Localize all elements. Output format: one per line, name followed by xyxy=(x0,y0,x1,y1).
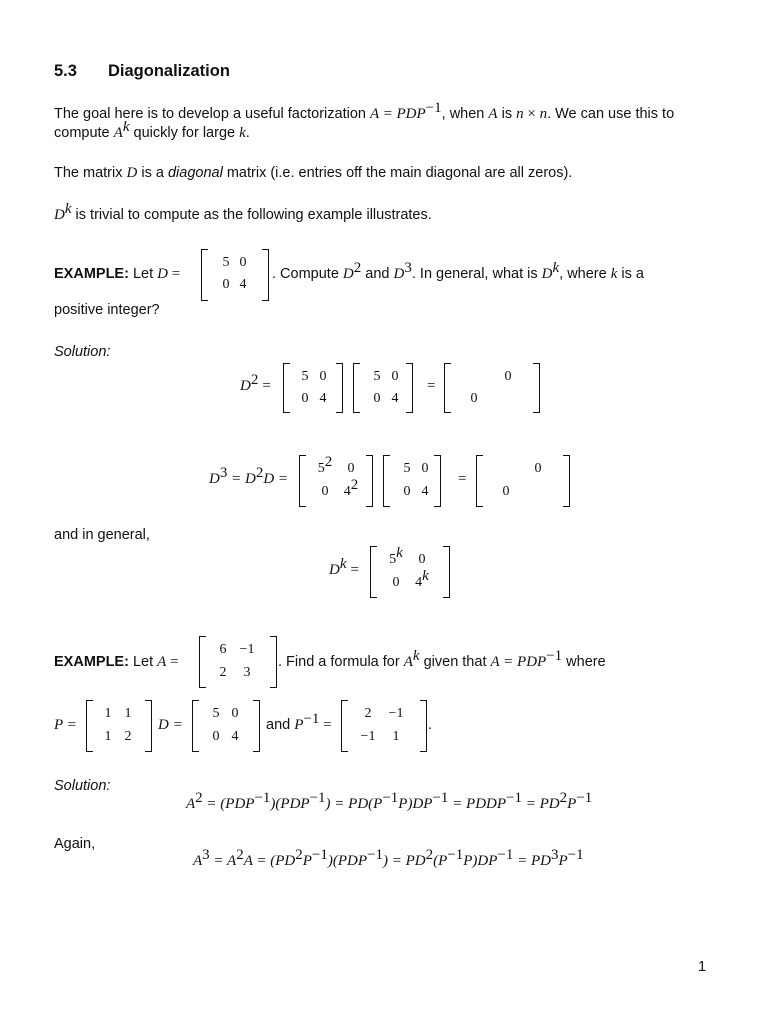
matrix-entry: 1 xyxy=(392,729,400,744)
math-sup: 2 xyxy=(350,477,359,493)
matrix-entry: 5 xyxy=(389,552,397,567)
text: The goal here is to develop a useful factorization xyxy=(54,106,370,122)
matrix-d3-factor-1 xyxy=(299,455,373,507)
matrix-entry: 1 xyxy=(124,706,132,721)
math-sup: 2 xyxy=(425,847,434,863)
math: A = (PD xyxy=(243,853,296,869)
math: = PDP xyxy=(378,106,426,122)
text: compute xyxy=(54,125,114,141)
math: = D xyxy=(227,471,256,487)
math: A xyxy=(490,654,500,670)
text: given that xyxy=(419,654,491,670)
math: A xyxy=(369,106,379,122)
text: is xyxy=(497,106,517,122)
math-sup: 2 xyxy=(236,847,244,863)
text: . Compute xyxy=(272,266,343,282)
section-title: Diagonalization xyxy=(108,62,230,80)
math: n xyxy=(539,106,548,122)
matrix-entry: 0 xyxy=(418,552,426,567)
math: = xyxy=(166,654,179,670)
text: is trivial to compute as the following example illustrates. xyxy=(71,207,432,223)
matrix-a xyxy=(199,636,277,688)
text: where xyxy=(562,654,606,670)
math: A xyxy=(193,853,203,869)
period: . xyxy=(428,717,433,733)
text: Let xyxy=(128,654,158,670)
matrix-entry: 0 xyxy=(392,575,400,590)
example-2-question xyxy=(278,648,606,671)
math-sup: k xyxy=(122,119,130,135)
math-sup: 3 xyxy=(219,465,228,481)
matrix-entry: 2 xyxy=(219,665,227,680)
matrix-d3-result xyxy=(476,455,570,507)
d-label: D = xyxy=(158,717,183,733)
matrix-entry: −1 xyxy=(360,729,376,744)
math-sup: −1 xyxy=(367,847,383,863)
math: = xyxy=(319,717,332,733)
math: D xyxy=(157,266,168,282)
text: . Find a formula for xyxy=(278,654,404,670)
matrix-entry: −1 xyxy=(388,706,404,721)
text: The matrix xyxy=(54,165,127,181)
matrix-d-example-2 xyxy=(192,700,260,752)
matrix-entry: 6 xyxy=(219,642,227,657)
example-2-lead xyxy=(54,654,179,671)
math-sup: −1 xyxy=(546,648,563,664)
example-label: EXAMPLE: xyxy=(54,654,129,670)
matrix-entry: 0 xyxy=(231,706,239,721)
math: D xyxy=(54,207,65,223)
math-sup: −1 xyxy=(311,847,328,863)
math: n xyxy=(516,106,524,122)
text: , when xyxy=(441,106,489,122)
p-label: P = xyxy=(54,717,77,733)
math-sup: −1 xyxy=(425,100,442,116)
matrix-entry: 5 xyxy=(212,706,220,721)
matrix-entry: 5 xyxy=(373,369,381,384)
math: × xyxy=(523,106,540,122)
math: P)DP xyxy=(463,853,498,869)
math: ) = PD(P xyxy=(325,796,383,812)
matrix-entry: 4 xyxy=(239,277,247,292)
solution-label-2: Solution: xyxy=(54,778,111,794)
text: Let xyxy=(128,266,158,282)
matrix-entry: 1 xyxy=(104,729,112,744)
matrix-entry: 5 xyxy=(317,461,325,476)
matrix-entry: 0 xyxy=(534,461,542,476)
math-sup: k xyxy=(552,260,560,276)
matrix-entry: 0 xyxy=(391,369,399,384)
math: = PDDP xyxy=(448,796,507,812)
math-sup: −1 xyxy=(567,847,584,863)
math-sup: −1 xyxy=(506,790,523,806)
eq-d2-lhs xyxy=(240,372,271,395)
eq-d2-equals: = xyxy=(427,378,436,394)
p-inverse-label xyxy=(266,711,332,734)
matrix-d xyxy=(201,249,269,301)
math: = xyxy=(262,378,271,394)
matrix-entry: 0 xyxy=(470,391,478,406)
math: D xyxy=(329,562,340,578)
math-sup: k xyxy=(339,556,347,572)
math: A xyxy=(186,796,196,812)
text: . We can use this to xyxy=(547,106,675,122)
math-sup: 3 xyxy=(550,847,559,863)
matrix-entry: 0 xyxy=(321,484,329,499)
matrix-entry: 0 xyxy=(222,277,230,292)
matrix-entry: 3 xyxy=(243,665,251,680)
math-sup: k xyxy=(396,545,403,561)
math: k xyxy=(610,266,618,282)
math: = PDP xyxy=(499,654,547,670)
math: P xyxy=(294,717,304,733)
text: . In general, what is xyxy=(411,266,542,282)
math-sup: 2 xyxy=(353,260,362,276)
matrix-entry: 0 xyxy=(239,255,247,270)
math-sup: −1 xyxy=(254,790,271,806)
math: A xyxy=(403,654,413,670)
diagonal-definition xyxy=(54,165,572,182)
text: and xyxy=(266,717,295,733)
math: P xyxy=(302,853,312,869)
math: A xyxy=(488,106,498,122)
page-number: 1 xyxy=(698,959,707,975)
math-sup: k xyxy=(412,648,420,664)
math-sup: −1 xyxy=(303,711,320,727)
math: D xyxy=(240,378,251,394)
section-number: 5.3 xyxy=(54,62,77,80)
math-sup: 2 xyxy=(255,465,264,481)
math: = xyxy=(167,266,181,282)
matrix-d2-factor-2 xyxy=(353,363,413,413)
math-sup: k xyxy=(64,201,72,217)
matrix-p xyxy=(86,700,152,752)
math: k xyxy=(239,125,246,141)
math: = xyxy=(350,562,360,578)
math-sup: −1 xyxy=(497,847,514,863)
matrix-d2-result xyxy=(444,363,540,413)
eq-dk-lhs xyxy=(329,556,360,579)
math-sup: 2 xyxy=(195,790,203,806)
math-sup: −1 xyxy=(576,790,593,806)
math-sup: −1 xyxy=(432,790,449,806)
math: D xyxy=(342,266,354,282)
matrix-entry: 0 xyxy=(373,391,381,406)
matrix-entry: 2 xyxy=(124,729,132,744)
trivial-statement xyxy=(54,201,432,224)
matrix-entry: 4 xyxy=(343,484,351,499)
matrix-entry: 0 xyxy=(212,729,220,744)
math: P xyxy=(567,796,577,812)
matrix-entry: 4 xyxy=(415,575,423,590)
matrix-entry: 0 xyxy=(301,391,309,406)
and-in-general: and in general, xyxy=(54,527,150,543)
math-sup: k xyxy=(422,568,429,584)
solution-label: Solution: xyxy=(54,344,111,360)
example-label: EXAMPLE: xyxy=(54,266,129,282)
example-1-line-2: positive integer? xyxy=(54,302,160,318)
math: = (PDP xyxy=(202,796,255,812)
math: P)DP xyxy=(398,796,433,812)
matrix-entry: 4 xyxy=(319,391,327,406)
math: = A xyxy=(209,853,237,869)
matrix-entry: 2 xyxy=(364,706,372,721)
matrix-entry: 1 xyxy=(104,706,112,721)
matrix-d2-factor-1 xyxy=(283,363,343,413)
text: and xyxy=(361,266,394,282)
math-sup: 2 xyxy=(324,454,333,470)
math: D = xyxy=(263,471,289,487)
math: D xyxy=(393,266,405,282)
matrix-entry: 0 xyxy=(421,461,429,476)
eq-d3-equals: = xyxy=(458,471,467,487)
math: D xyxy=(541,266,553,282)
text: is a xyxy=(617,266,644,282)
math-sup: −1 xyxy=(447,847,464,863)
math-sup: −1 xyxy=(309,790,326,806)
matrix-entry: 4 xyxy=(391,391,399,406)
text: , where xyxy=(559,266,611,282)
matrix-entry: 0 xyxy=(504,369,512,384)
matrix-entry: 0 xyxy=(319,369,327,384)
matrix-entry: 0 xyxy=(403,484,411,499)
math: = PD xyxy=(522,796,560,812)
math: )(PDP xyxy=(327,853,367,869)
intro-line-2 xyxy=(54,119,250,142)
matrix-entry: 4 xyxy=(231,729,239,744)
math-sup: 2 xyxy=(250,372,259,388)
matrix-entry: 0 xyxy=(347,461,355,476)
matrix-entry: 0 xyxy=(502,484,510,499)
math: D xyxy=(209,471,220,487)
math: D xyxy=(126,165,138,181)
intro-line-1 xyxy=(54,100,675,123)
text: is a xyxy=(137,165,168,181)
example-1-lead xyxy=(54,266,180,283)
eq-a-squared xyxy=(186,790,593,813)
again-label: Again, xyxy=(54,836,96,852)
matrix-dk xyxy=(370,546,450,598)
text: matrix (i.e. entries off the main diagonal are all zeros). xyxy=(222,165,573,181)
math-sup: 2 xyxy=(559,790,568,806)
math: ) = PD xyxy=(382,853,426,869)
eq-a-cubed xyxy=(193,847,584,870)
matrix-entry: 4 xyxy=(421,484,429,499)
math-sup: 2 xyxy=(295,847,303,863)
matrix-entry: −1 xyxy=(239,642,255,657)
emphasis: diagonal xyxy=(167,165,223,181)
math: A xyxy=(157,654,167,670)
example-1-question xyxy=(272,260,644,283)
math: )(PDP xyxy=(270,796,310,812)
math: A xyxy=(113,125,123,141)
text: . xyxy=(245,125,250,141)
matrix-entry: 5 xyxy=(301,369,309,384)
matrix-d3-factor-2 xyxy=(383,455,441,507)
matrix-entry: 5 xyxy=(403,461,411,476)
text: quickly for large xyxy=(129,125,240,141)
math-sup: 3 xyxy=(202,847,210,863)
math: = PD xyxy=(513,853,551,869)
math: (P xyxy=(433,853,448,869)
eq-d3-lhs xyxy=(209,465,289,488)
math: P xyxy=(558,853,568,869)
math-sup: −1 xyxy=(382,790,399,806)
math-sup: 3 xyxy=(404,260,412,276)
matrix-p-inverse xyxy=(341,700,427,752)
matrix-entry: 5 xyxy=(222,255,230,270)
